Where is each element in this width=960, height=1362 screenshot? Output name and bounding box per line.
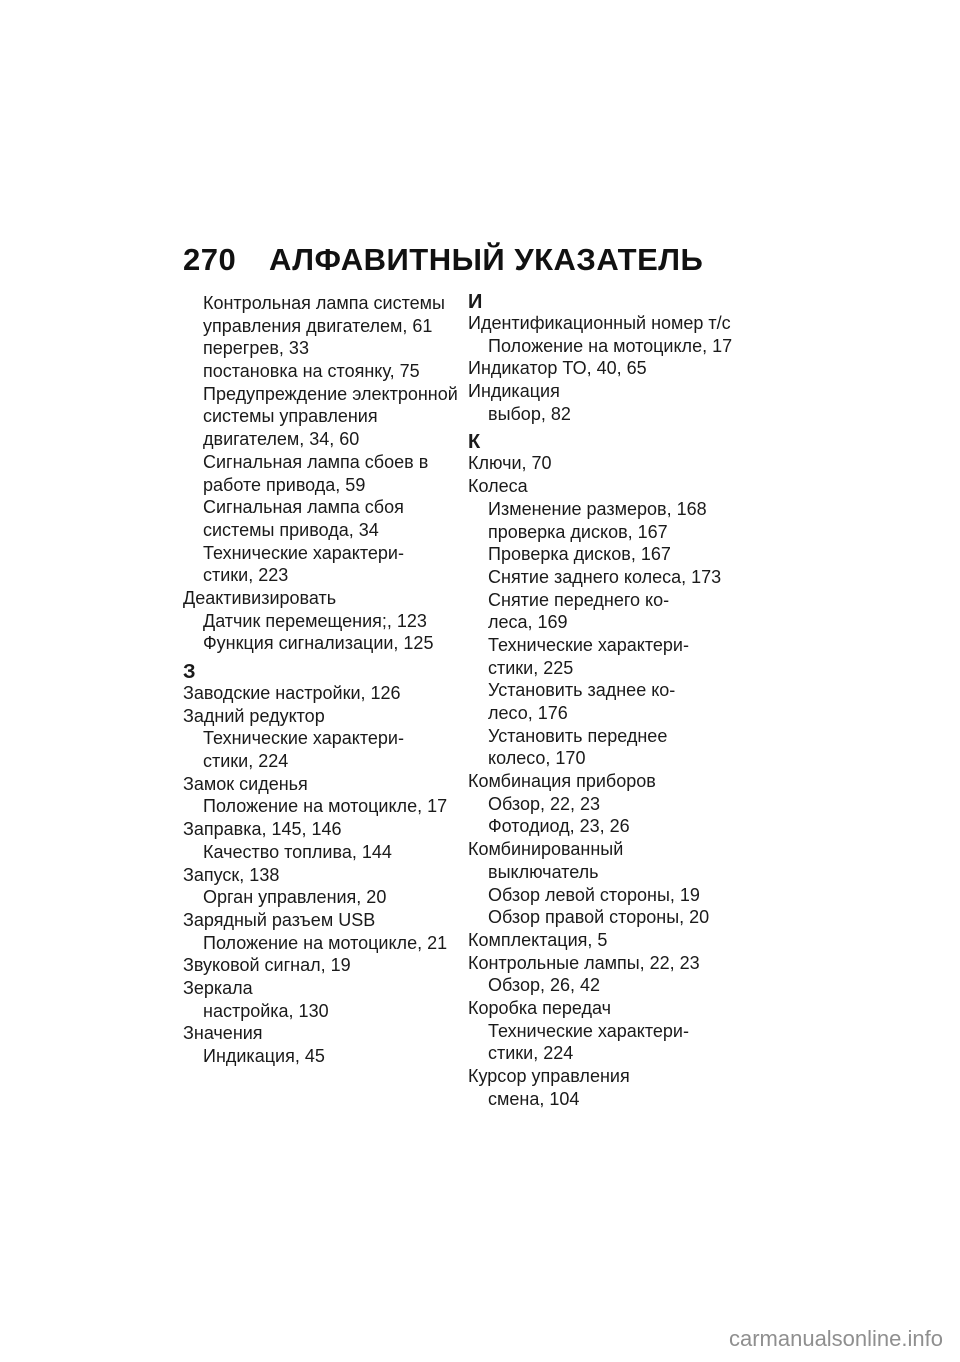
index-column-right [468,292,748,1110]
index-subentry: стики, 224 [203,751,289,772]
index-entry: Ключи, 70 [468,453,552,474]
index-subentry: Обзор, 22, 23 [488,793,601,814]
index-letter-heading: З [183,661,196,683]
index-subentry: Установить заднее ко- [488,680,676,701]
index-subentry: перегрев, 33 [203,338,309,359]
index-subentry: стики, 223 [203,565,289,586]
page-header [183,240,703,280]
index-subentry: Обзор, 26, 42 [488,975,601,996]
index-entry: Индикация [468,381,560,402]
index-subentry: Снятие заднего колеса, 173 [488,566,722,587]
index-subentry: стики, 225 [488,657,574,678]
index-subentry: колесо, 170 [488,748,586,769]
index-subentry: Обзор правой стороны, 20 [488,907,710,928]
index-subentry: постановка на стоянку, 75 [203,361,420,382]
index-entry: Заводские настройки, 126 [183,683,401,703]
index-subentry: Технические характери- [488,1020,689,1041]
index-subentry: Индикация, 45 [203,1046,325,1066]
index-letter-heading: И [468,291,483,313]
index-subentry: Технические характери- [203,728,404,749]
page-title: АЛФАВИТНЫЙ УКАЗАТЕЛЬ [269,242,704,277]
index-subentry: системы привода, 34 [203,519,379,540]
index-subentry: проверка дисков, 167 [488,521,668,542]
index-subentry: Положение на мотоцикле, 17 [488,335,733,356]
index-entry: Контрольные лампы, 22, 23 [468,952,700,973]
index-entry: Комбинация приборов [468,771,656,792]
index-subentry: леса, 169 [488,612,568,633]
index-column-left [183,292,458,1068]
index-subentry: Контрольная лампа системы [203,293,445,313]
index-subentry: Технические характери- [203,542,404,563]
index-entry: Зеркала [183,977,253,998]
index-subentry: Предупреждение электронной [203,383,458,404]
index-entry: Колеса [468,476,528,497]
index-subentry: Фотодиод, 23, 26 [488,816,630,837]
index-subentry: лесо, 176 [488,703,568,723]
index-subentry: работе привода, 59 [203,474,366,495]
index-entry: Деактивизировать [183,587,337,608]
watermark[interactable]: carmanualsonline.info [728,1326,943,1351]
index-subentry: смена, 104 [488,1088,580,1109]
index-subentry: системы управления [203,406,378,427]
index-subentry: настройка, 130 [203,1000,329,1021]
index-entry: Замок сиденья [183,773,308,794]
index-entry: Звуковой сигнал, 19 [183,955,351,976]
index-subentry: управления двигателем, 61 [203,315,433,336]
index-subentry: Установить переднее [488,725,668,746]
index-letter-heading: К [468,431,481,454]
index-entry: Курсор управления [468,1066,630,1086]
index-subentry: выбор, 82 [488,403,571,424]
index-subentry: Изменение размеров, 168 [488,498,707,519]
index-entry: Значения [183,1023,263,1044]
index-subentry: Проверка дисков, 167 [488,544,671,565]
index-subentry: двигателем, 34, 60 [203,429,360,450]
index-entry: Заправка, 145, 146 [183,819,342,840]
index-subentry: Обзор левой стороны, 19 [488,884,700,905]
index-subentry: Сигнальная лампа сбоя [203,497,404,518]
index-entry: Зарядный разъем USB [183,909,376,930]
index-entry: Комплектация, 5 [468,929,608,950]
index-subentry: Качество топлива, 144 [203,841,392,862]
index-subentry: Положение на мотоцикле, 21 [203,932,448,953]
page-number: 270 [183,242,237,277]
index-subentry: Снятие переднего ко- [488,589,670,610]
index-subentry: Сигнальная лампа сбоев в [203,451,429,472]
index-entry: Задний редуктор [183,705,325,726]
index-entry: Идентификационный номер т/с [468,313,731,333]
index-subentry: Технические характери- [488,634,689,655]
index-subentry: выключатель [488,861,599,882]
index-subentry: Функция сигнализации, 125 [203,633,434,654]
index-subentry: стики, 224 [488,1043,574,1064]
index-entry: Комбинированный [468,839,624,860]
index-entry: Индикатор ТО, 40, 65 [468,358,647,379]
index-subentry: Орган управления, 20 [203,887,387,908]
index-subentry: Положение на мотоцикле, 17 [203,796,448,817]
index-subentry: Датчик перемещения;, 123 [203,610,427,631]
index-entry: Запуск, 138 [183,864,280,885]
index-entry: Коробка передач [468,997,611,1018]
